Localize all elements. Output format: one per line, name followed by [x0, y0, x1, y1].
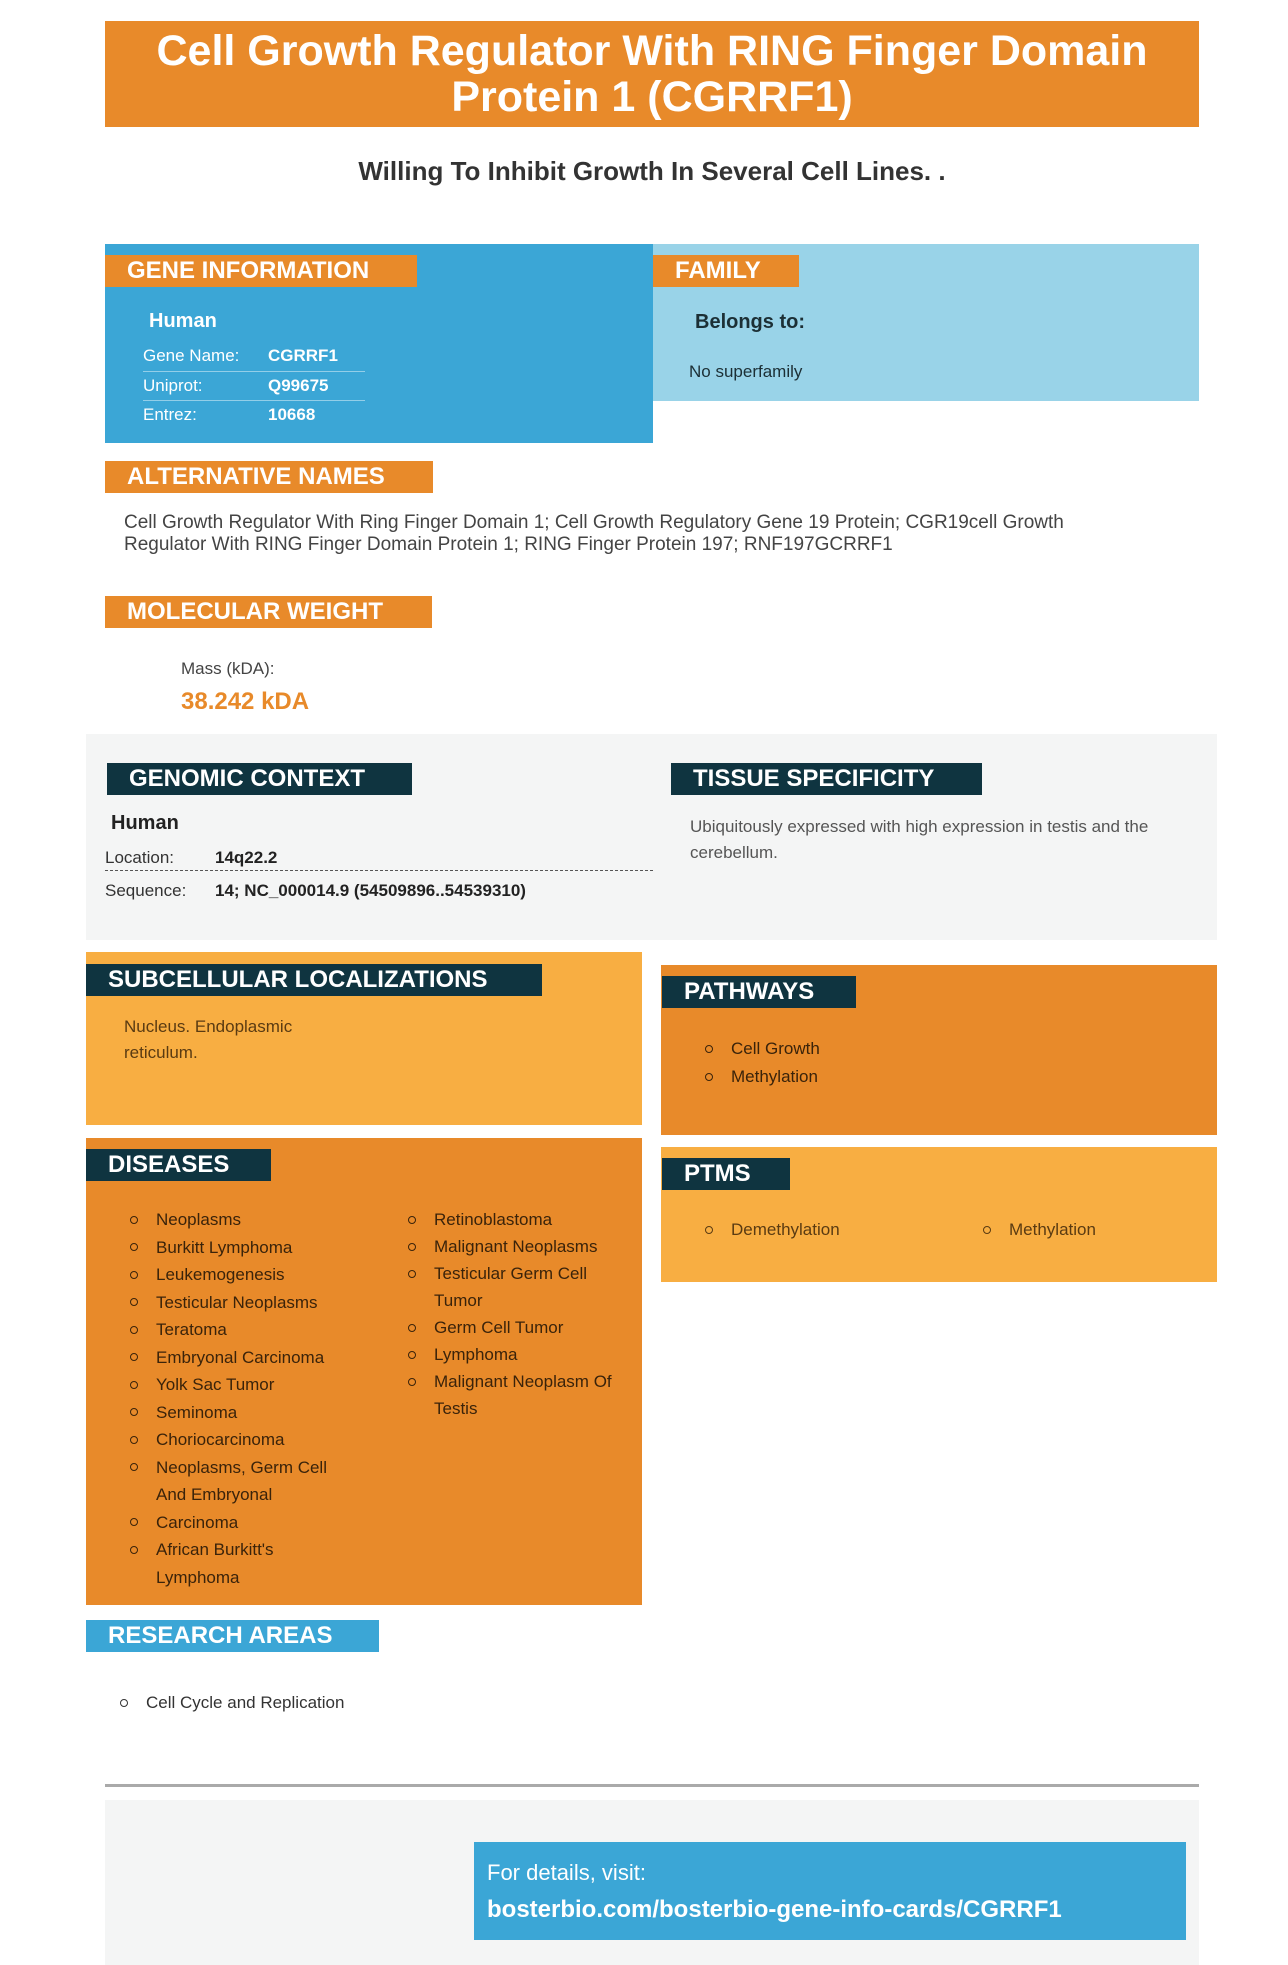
mass-value: 38.242 kDA: [181, 688, 310, 715]
research-areas-list: [120, 1690, 344, 1716]
subcellular-heading: SUBCELLULAR LOCALIZATIONS: [86, 964, 542, 996]
pathways-list: [705, 1035, 820, 1091]
list-item: Cell Growth: [705, 1035, 820, 1063]
mass-label: Mass (kDA):: [181, 659, 275, 678]
family-heading: FAMILY: [653, 255, 799, 287]
gene-name-label: Gene Name:: [143, 346, 240, 365]
location-row: [105, 839, 653, 871]
subcellular-text: Nucleus. Endoplasmic reticulum.: [124, 1017, 293, 1062]
alternative-names-text: Cell Growth Regulator With Ring Finger Domain 1; Cell Growth Regulatory Gene 19 Protein; CGR19cell Growth Regulator With RING Finger Domain Protein 1; RING Finger Protein 197; RNF197GCRRF1: [124, 512, 1064, 555]
location-value: 14q22.2: [215, 848, 278, 867]
list-item: Methylation: [983, 1216, 1096, 1244]
list-item: Retinoblastoma: [408, 1206, 623, 1233]
research-areas-heading: RESEARCH AREAS: [86, 1620, 379, 1652]
footer-divider: [105, 1784, 1199, 1787]
gene-info-table: [143, 344, 365, 429]
ptms-panel: [661, 1147, 1217, 1282]
molecular-weight-heading: MOLECULAR WEIGHT: [105, 596, 432, 628]
diseases-list-col1: [130, 1206, 360, 1591]
uniprot-row: [143, 372, 365, 401]
tissue-specificity-text: Ubiquitously expressed with high expression in testis and the cerebellum.: [690, 817, 1149, 862]
list-item: Neoplasms, Germ Cell And Embryonal: [130, 1454, 360, 1509]
list-item: Burkitt Lymphoma: [130, 1234, 360, 1262]
footer-details-link[interactable]: bosterbio.com/bosterbio-gene-info-cards/CGRRF1: [487, 1896, 1062, 1923]
family-panel: [653, 244, 1199, 401]
entrez-row: [143, 401, 365, 429]
entrez-value: 10668: [268, 405, 316, 424]
genomic-species: Human: [111, 812, 179, 834]
list-item: Malignant Neoplasms: [408, 1233, 623, 1260]
page-title: Cell Growth Regulator With RING Finger Domain Protein 1 (CGRRF1): [105, 21, 1199, 127]
list-item: Testicular Neoplasms: [130, 1289, 360, 1317]
list-item: Teratoma: [130, 1316, 360, 1344]
list-item: Lymphoma: [408, 1341, 623, 1368]
diseases-panel: [86, 1138, 642, 1605]
list-item: Germ Cell Tumor: [408, 1314, 623, 1341]
list-item: Methylation: [705, 1063, 820, 1091]
family-belongs-label: Belongs to:: [695, 311, 805, 333]
ptms-heading: PTMS: [662, 1158, 790, 1190]
gene-information-panel: [105, 244, 653, 443]
diseases-heading: DISEASES: [86, 1149, 271, 1181]
list-item: Carcinoma: [130, 1509, 360, 1537]
list-item: African Burkitt's Lymphoma: [130, 1536, 360, 1591]
gene-name-value: CGRRF1: [268, 346, 338, 365]
ptms-list-col1: [705, 1216, 840, 1244]
list-item: Embryonal Carcinoma: [130, 1344, 360, 1372]
gene-species: Human: [149, 310, 217, 332]
subcellular-panel: [86, 952, 642, 1125]
list-item: Yolk Sac Tumor: [130, 1371, 360, 1399]
list-item: Seminoma: [130, 1399, 360, 1427]
list-item: Demethylation: [705, 1216, 840, 1244]
ptms-list-col2: [983, 1216, 1096, 1244]
list-item: Cell Cycle and Replication: [120, 1690, 344, 1716]
sequence-label: Sequence:: [105, 881, 187, 900]
gene-name-row: [143, 344, 365, 372]
list-item: Malignant Neoplasm Of Testis: [408, 1368, 623, 1422]
footer-details-label: For details, visit:: [487, 1860, 646, 1885]
list-item: Testicular Germ Cell Tumor: [408, 1260, 623, 1314]
uniprot-label: Uniprot:: [143, 376, 203, 395]
diseases-list-col2: [408, 1206, 623, 1422]
entrez-label: Entrez:: [143, 405, 197, 424]
sequence-value: 14; NC_000014.9 (54509896..54539310): [215, 881, 526, 900]
genomic-context-heading: GENOMIC CONTEXT: [107, 763, 412, 795]
list-item: Choriocarcinoma: [130, 1426, 360, 1454]
sequence-row: [105, 874, 653, 906]
tissue-specificity-heading: TISSUE SPECIFICITY: [671, 763, 982, 795]
alternative-names-heading: ALTERNATIVE NAMES: [105, 461, 433, 493]
footer-details-box: [474, 1842, 1186, 1940]
genomic-tissue-band: [86, 734, 1217, 940]
pathways-panel: [661, 965, 1217, 1135]
list-item: Neoplasms: [130, 1206, 360, 1234]
page-subtitle: Willing To Inhibit Growth In Several Cell Lines. .: [358, 156, 946, 186]
uniprot-value: Q99675: [268, 376, 329, 395]
family-value: No superfamily: [689, 362, 803, 381]
list-item: Leukemogenesis: [130, 1261, 360, 1289]
gene-information-heading: GENE INFORMATION: [105, 255, 417, 287]
location-label: Location:: [105, 848, 174, 867]
pathways-heading: PATHWAYS: [662, 976, 856, 1008]
